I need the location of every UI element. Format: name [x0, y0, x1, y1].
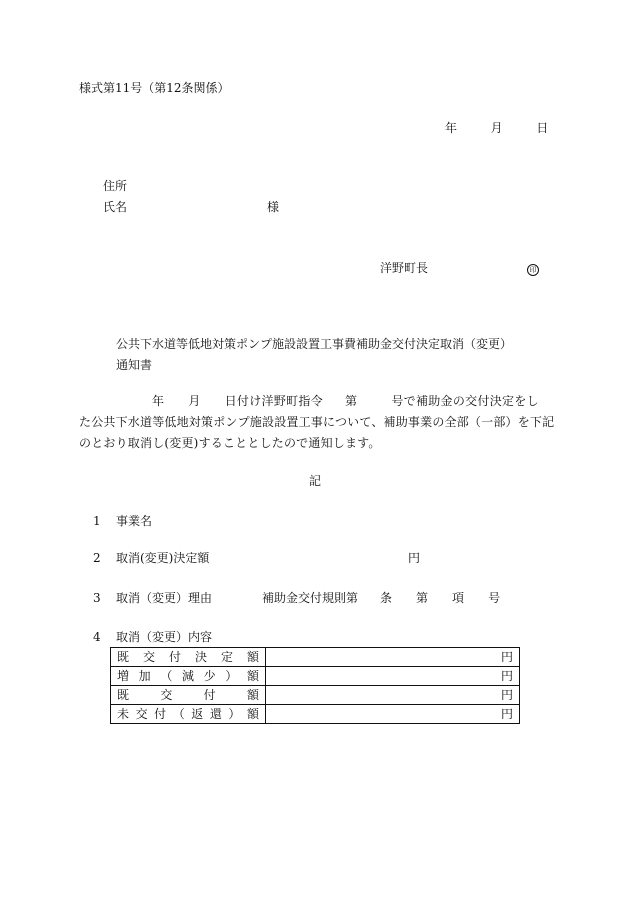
item-3-jou: 条	[380, 591, 393, 605]
item-3-rule	[262, 592, 500, 604]
body-line-2: た公共下水道等低地対策ポンプ施設設置工事について、補助事業の全部（一部）を下記	[79, 415, 555, 429]
name-label: 氏名	[103, 200, 128, 214]
body-date-ref: 日付け洋野町指令	[224, 394, 324, 408]
body-no: 第	[345, 394, 358, 408]
table-row-value: 円	[266, 667, 520, 686]
form-number: 様式第11号（第12条関係）	[79, 81, 230, 95]
item-1-number: 1	[93, 514, 101, 528]
table-row-value: 円	[266, 705, 520, 724]
table-row-label: 既交付額	[111, 686, 266, 705]
date-line	[445, 122, 548, 134]
item-3-gou: 号	[488, 591, 501, 605]
item-3-number: 3	[93, 591, 101, 605]
table-row-label: 既交付決定額	[111, 648, 266, 667]
table-row	[111, 648, 520, 667]
table-row-value: 円	[266, 648, 520, 667]
body-month: 月	[188, 394, 201, 408]
body-gou: 号で補助金の交付決定をし	[391, 394, 539, 408]
document-title-line2: 通知書	[116, 358, 153, 372]
table-row	[111, 705, 520, 724]
table-row-label: 増加（減少）額	[111, 667, 266, 686]
item-1-label: 事業名	[116, 514, 153, 528]
body-line-3: のとおり取消し(変更)することとしたので通知します。	[79, 436, 381, 450]
body-year: 年	[152, 394, 165, 408]
date-year: 年	[445, 121, 458, 135]
item-3-dai: 第	[416, 591, 429, 605]
ki-heading: 記	[309, 474, 322, 488]
item-3-label: 取消（変更）理由	[116, 591, 213, 605]
amounts-table	[110, 647, 520, 724]
date-month: 月	[490, 121, 503, 135]
item-2-label: 取消(変更)決定額	[116, 551, 210, 565]
seal-icon: 印	[527, 264, 539, 276]
table-row-label: 未交付（返還）額	[111, 705, 266, 724]
date-day: 日	[536, 121, 549, 135]
table-row	[111, 667, 520, 686]
document-title-line1: 公共下水道等低地対策ポンプ施設設置工事費補助金交付決定取消（変更）	[116, 337, 513, 351]
item-4-number: 4	[93, 630, 101, 644]
table-row-value: 円	[266, 686, 520, 705]
item-2-number: 2	[93, 551, 101, 565]
seal-mark	[527, 262, 539, 276]
table-row	[111, 686, 520, 705]
item-2-unit: 円	[408, 551, 421, 565]
address-label: 住所	[103, 179, 128, 193]
item-3-rule-text: 補助金交付規則第	[262, 591, 359, 605]
item-4-label: 取消（変更）内容	[116, 630, 213, 644]
item-3-kou: 項	[452, 591, 465, 605]
body-line-1	[152, 395, 539, 407]
honorific: 様	[267, 200, 280, 214]
issuer-title: 洋野町長	[380, 261, 429, 275]
